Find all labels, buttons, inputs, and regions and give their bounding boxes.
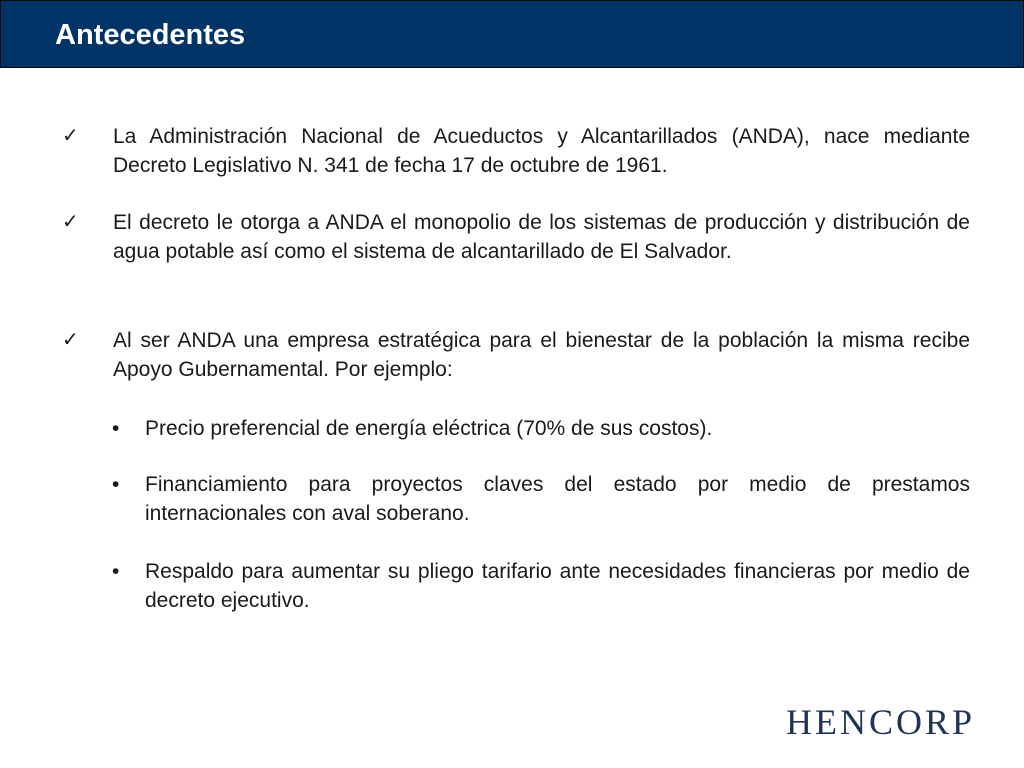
checkmark-icon: ✓	[62, 211, 79, 233]
slide-title: Antecedentes	[55, 19, 246, 51]
bullet-icon: •	[112, 473, 120, 496]
hencorp-logo: HENCORP	[786, 702, 976, 742]
sub-item-financing: Financiamiento para proyectos claves del estado por medio de prestamos internacionales con aval soberano.	[145, 473, 970, 525]
bullet-icon: •	[112, 417, 120, 440]
sub-item-tariff: Respaldo para aumentar su pliego tarifario ante necesidades financieras por medio de decreto ejecutivo.	[145, 560, 970, 612]
bullet-icon: •	[112, 560, 120, 583]
check-item-government-support: Al ser ANDA una empresa estratégica para el bienestar de la población la misma recibe Apoyo Gubernamental. Por ejemplo:	[113, 329, 970, 381]
check-item-monopoly: El decreto le otorga a ANDA el monopolio de los sistemas de producción y distribución de agua potable así como el sistema de alcantarillado de El Salvador.	[113, 211, 970, 263]
check-item-founding: La Administración Nacional de Acueductos y Alcantarillados (ANDA), nace mediante Decreto Legislativo N. 341 de fecha 17 de octubre de 1961.	[113, 125, 970, 177]
sub-item-energy-price: Precio preferencial de energía eléctrica (70% de sus costos).	[145, 417, 713, 440]
checkmark-icon: ✓	[62, 125, 79, 147]
checkmark-icon: ✓	[62, 329, 79, 351]
title-bar	[0, 0, 1024, 68]
